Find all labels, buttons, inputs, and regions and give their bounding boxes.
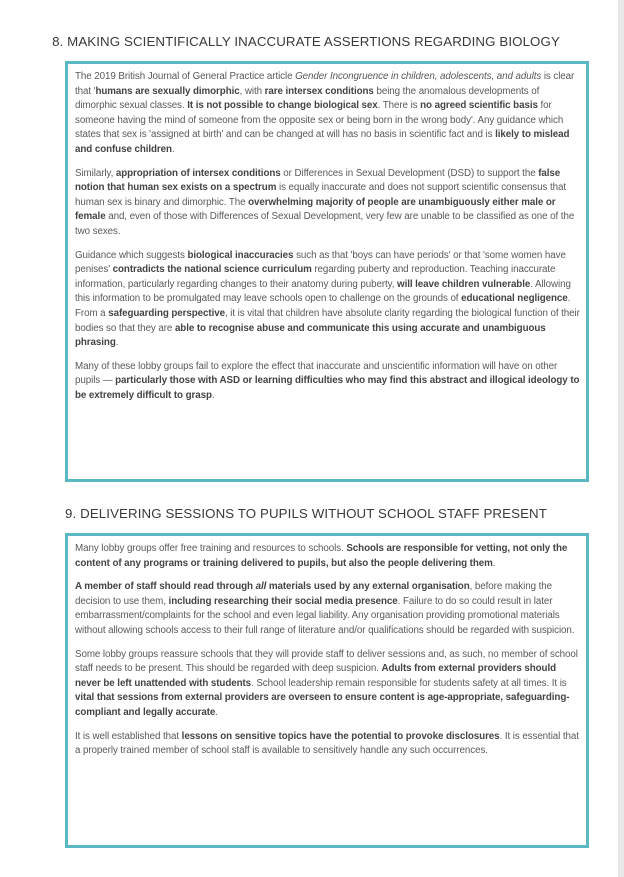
emphasis-run: biological inaccuracies bbox=[187, 249, 294, 261]
text-run: . bbox=[215, 706, 218, 718]
text-run: Similarly, bbox=[75, 167, 116, 179]
text-run: for someone having the mind of someone from the opposite sex or being born in the wrong body'. Any guidance which states that sex is 'assigned at birth' and can be changed at will has no basis in scientific fact and is bbox=[75, 100, 564, 141]
text-run: . From a bbox=[75, 293, 571, 319]
emphasis-run: Gender Incongruence in children, adolescents, and adults bbox=[295, 71, 542, 82]
emphasis-run: Schools are responsible for vetting, not only the content of any programs or training delivered to pupils, but also the people delivering them bbox=[75, 543, 568, 569]
emphasis-run: lessons on sensitive topics have the potential to provoke disclosures bbox=[181, 730, 500, 742]
text-run: , with bbox=[239, 85, 265, 97]
text-run: Many of these lobby groups fail to explore the effect that inaccurate and unscientific information will have on other pupils — bbox=[75, 360, 558, 387]
text-run: , it is vital that children have absolute clarity regarding the biological function of their bodies so that they are bbox=[75, 307, 580, 334]
section-8-box bbox=[65, 61, 589, 482]
emphasis-run: false notion that human sex exists on a spectrum bbox=[75, 167, 561, 194]
page-edge-shadow bbox=[618, 0, 624, 877]
section-8-paragraph bbox=[75, 249, 580, 351]
section-9-box bbox=[65, 533, 589, 848]
text-run: . Allowing this information to be promulgated may leave schools open to challenge on the grounds of bbox=[75, 278, 571, 305]
text-run: . Failure to do so could result in later embarrassment/complaints for the school and even legal liability. Any organisation providing promotional materials without allowing schools access to their full range of literature and/or qualifications should be regarded with suspicion. bbox=[75, 595, 575, 636]
text-run: . bbox=[171, 143, 175, 155]
emphasis-run: educational negligence bbox=[461, 293, 568, 305]
text-run: . bbox=[211, 389, 215, 401]
emphasis-run: will leave children vulnerable bbox=[397, 278, 531, 290]
section-9-paragraph bbox=[75, 730, 580, 759]
text-run: . bbox=[492, 557, 496, 569]
text-run: . There is bbox=[377, 100, 421, 112]
text-run: is clear that ' bbox=[75, 71, 575, 97]
emphasis-run: Adults from external providers should never be left unattended with students bbox=[75, 663, 557, 689]
emphasis-run: able to recognise abuse and communicate this using accurate and unambiguous phrasing bbox=[75, 322, 546, 349]
text-run: The 2019 British Journal of General Practice article bbox=[75, 71, 296, 82]
text-run: such as that 'boys can have periods' or that 'some women have penises' bbox=[75, 249, 566, 276]
text-run: Some lobby groups reassure schools that they will provide staff to deliver sessions and, as such, no member of school staff needs to be present. This should be regarded with deep suspicion. bbox=[75, 648, 578, 675]
emphasis-run: appropriation of intersex conditions bbox=[115, 167, 281, 179]
text-run: is equally inaccurate and does not support scientific consensus that human sex is binary and dimorphic. The bbox=[75, 182, 566, 208]
text-run: , before making the decision to use them, bbox=[75, 581, 552, 607]
emphasis-run: materials used by any external organisation bbox=[266, 581, 470, 593]
section-9-paragraph bbox=[75, 542, 580, 571]
text-run: Many lobby groups offer free training and resources to schools. bbox=[75, 543, 347, 554]
emphasis-run: contradicts the national science curriculum bbox=[112, 264, 312, 276]
section-9-heading: 9. DELIVERING SESSIONS TO PUPILS WITHOUT SCHOOL STAFF PRESENT bbox=[65, 506, 547, 521]
section-8-heading: 8. MAKING SCIENTIFICALLY INACCURATE ASSERTIONS REGARDING BIOLOGY bbox=[52, 34, 560, 49]
section-9-paragraph bbox=[75, 648, 580, 721]
emphasis-run: overwhelming majority of people are unambiguously either male or female bbox=[75, 196, 556, 223]
text-run: and, even of those with Differences of Sexual Development, very few are unable to be classified as one of the two sexes. bbox=[75, 211, 575, 237]
emphasis-run: including researching their social media presence bbox=[168, 595, 398, 607]
text-run: . bbox=[115, 337, 119, 349]
text-run: . School leadership remain responsible for students safety at all times. It is bbox=[251, 677, 567, 689]
text-run: It is well established that bbox=[75, 730, 182, 742]
emphasis-run: vital that sessions from external providers are overseen to ensure content is age-appropriate, safeguarding-compliant and legally accurate bbox=[75, 692, 570, 718]
text-run: being the anomalous developments of dimorphic sexual classes. bbox=[75, 85, 540, 112]
text-run: regarding puberty and reproduction. Teaching inaccurate information, particularly regarding changes to their anatomy during puberty, bbox=[75, 264, 556, 290]
section-8-paragraph bbox=[75, 360, 580, 404]
text-run: . It is essential that a properly trained member of school staff is available to sensitively handle any such occurrences. bbox=[75, 730, 579, 757]
section-8-paragraph bbox=[75, 167, 580, 240]
emphasis-run: likely to mislead and confuse children bbox=[75, 129, 570, 155]
emphasis-run: humans are sexually dimorphic bbox=[95, 85, 240, 97]
emphasis-run: particularly those with ASD or learning difficulties who may find this abstract and illogical ideology to be extremely difficult to grasp bbox=[75, 375, 580, 401]
emphasis-run: rare intersex conditions bbox=[264, 85, 374, 97]
emphasis-run: safeguarding perspective bbox=[108, 307, 225, 319]
section-9-paragraph bbox=[75, 580, 580, 638]
emphasis-run: A member of staff should read through bbox=[75, 581, 256, 593]
emphasis-run: no agreed scientific basis bbox=[420, 100, 538, 112]
section-8-paragraph bbox=[75, 70, 580, 158]
text-run: Guidance which suggests bbox=[75, 249, 188, 261]
emphasis-run: It is not possible to change biological sex bbox=[187, 100, 378, 112]
emphasis-run: all bbox=[255, 581, 267, 593]
text-run: or Differences in Sexual Development (DSD) to support the bbox=[280, 167, 539, 179]
